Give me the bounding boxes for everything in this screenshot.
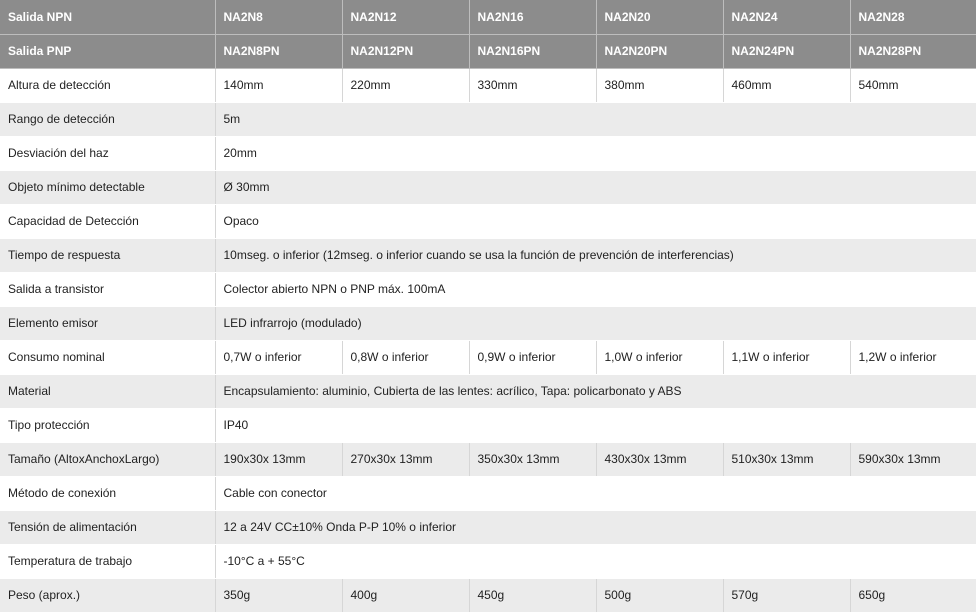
row-value: 330mm [469,68,596,102]
row-value: Opaco [215,204,976,238]
row-label: Objeto mínimo detectable [0,170,215,204]
row-value: Cable con conector [215,476,976,510]
row-value: 570g [723,578,850,612]
header-label-pnp: Salida PNP [0,34,215,68]
row-value: 190x30x 13mm [215,442,342,476]
row-value: 1,0W o inferior [596,340,723,374]
model-npn: NA2N28 [850,0,976,34]
model-pnp: NA2N28PN [850,34,976,68]
model-npn: NA2N20 [596,0,723,34]
row-value: IP40 [215,408,976,442]
table-row [0,578,976,612]
row-value: 590x30x 13mm [850,442,976,476]
row-label: Salida a transistor [0,272,215,306]
row-value: 350g [215,578,342,612]
row-value: 430x30x 13mm [596,442,723,476]
row-value: 500g [596,578,723,612]
table-row [0,272,976,306]
row-label: Altura de detección [0,68,215,102]
row-label: Tamaño (AltoxAnchoxLargo) [0,442,215,476]
row-value: -10°C a + 55°C [215,544,976,578]
model-pnp: NA2N16PN [469,34,596,68]
row-label: Tipo protección [0,408,215,442]
row-label: Elemento emisor [0,306,215,340]
header-row-npn [0,0,976,34]
table-row [0,476,976,510]
model-npn: NA2N8 [215,0,342,34]
table-row [0,374,976,408]
row-value: 1,2W o inferior [850,340,976,374]
row-value: 12 a 24V CC±10% Onda P-P 10% o inferior [215,510,976,544]
table-row [0,340,976,374]
table-row [0,238,976,272]
row-value: 1,1W o inferior [723,340,850,374]
row-value: 0,7W o inferior [215,340,342,374]
table-row [0,408,976,442]
row-label: Método de conexión [0,476,215,510]
table-row [0,306,976,340]
row-value: Ø 30mm [215,170,976,204]
model-npn: NA2N24 [723,0,850,34]
spec-table-body [0,68,976,612]
table-row [0,68,976,102]
row-value: 140mm [215,68,342,102]
model-pnp: NA2N24PN [723,34,850,68]
row-value: 450g [469,578,596,612]
row-value: 5m [215,102,976,136]
row-value: 380mm [596,68,723,102]
row-label: Peso (aprox.) [0,578,215,612]
row-value: 220mm [342,68,469,102]
row-value: 10mseg. o inferior (12mseg. o inferior cuando se usa la función de prevención de interferencias) [215,238,976,272]
row-value: 0,8W o inferior [342,340,469,374]
header-row-pnp [0,34,976,68]
table-row [0,204,976,238]
row-label: Rango de detección [0,102,215,136]
row-label: Material [0,374,215,408]
row-value: Encapsulamiento: aluminio, Cubierta de las lentes: acrílico, Tapa: policarbonato y ABS [215,374,976,408]
row-value: 400g [342,578,469,612]
row-value: 460mm [723,68,850,102]
row-label: Tiempo de respuesta [0,238,215,272]
row-value: Colector abierto NPN o PNP máx. 100mA [215,272,976,306]
table-row [0,510,976,544]
row-value: 270x30x 13mm [342,442,469,476]
row-label: Desviación del haz [0,136,215,170]
row-value: 650g [850,578,976,612]
table-row [0,442,976,476]
row-value: 510x30x 13mm [723,442,850,476]
row-value: LED infrarrojo (modulado) [215,306,976,340]
row-value: 540mm [850,68,976,102]
row-value: 350x30x 13mm [469,442,596,476]
row-value: 0,9W o inferior [469,340,596,374]
row-value: 20mm [215,136,976,170]
model-pnp: NA2N12PN [342,34,469,68]
model-npn: NA2N16 [469,0,596,34]
header-label-npn: Salida NPN [0,0,215,34]
table-row [0,136,976,170]
model-pnp: NA2N8PN [215,34,342,68]
row-label: Temperatura de trabajo [0,544,215,578]
model-pnp: NA2N20PN [596,34,723,68]
row-label: Consumo nominal [0,340,215,374]
row-label: Tensión de alimentación [0,510,215,544]
table-row [0,170,976,204]
model-npn: NA2N12 [342,0,469,34]
row-label: Capacidad de Detección [0,204,215,238]
table-row [0,102,976,136]
table-row [0,544,976,578]
